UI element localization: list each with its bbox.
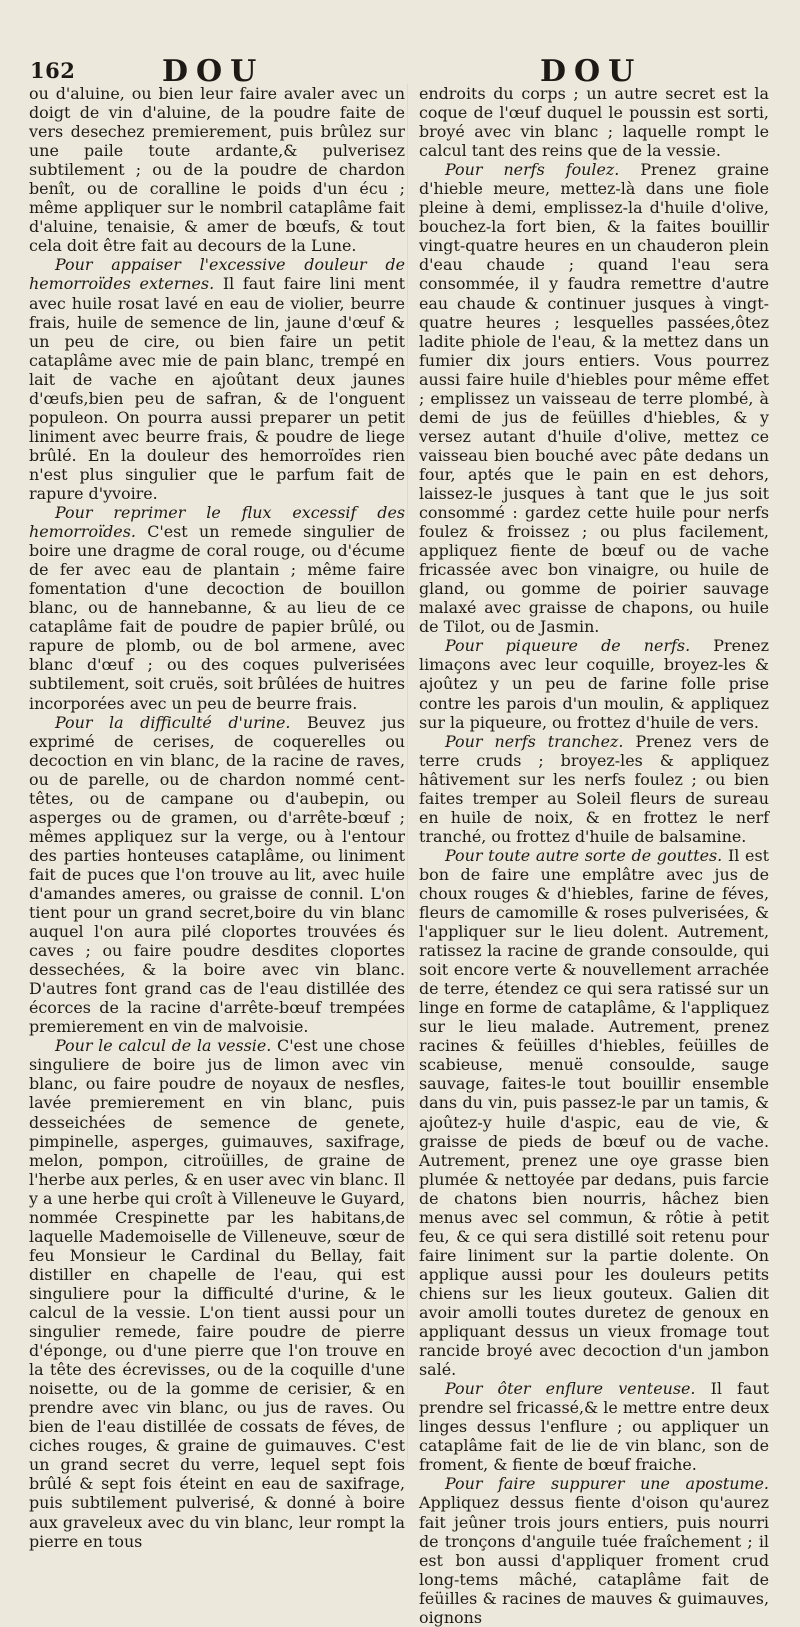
entry-rubric: Pour le calcul de la vessie. bbox=[55, 1036, 278, 1056]
entry-paragraph bbox=[419, 1474, 769, 1626]
entry-rubric: Pour nerfs tranchez. bbox=[445, 731, 636, 751]
running-head-left: DOU bbox=[162, 54, 265, 89]
entry-rubric: Pour appaiser l'excessive douleur de hemorroïdes externes. bbox=[29, 255, 405, 294]
entry-text: Beuvez jus exprimé de cerises, de coquerelles ou decoction en vin blanc, de la racine de raves, ou de parelle, ou de chardon nommé cent-têtes, ou de campane ou d'aubepin, ou asperges ou de gramen, ou d'arrête-bœuf ; mêmes appliquez sur la verge, ou à l'entour des parties honteuses cataplâme, ou liniment fait de puces que l'on trouve au lit, avec huile d'amandes ameres, ou graisse de connil. L'on tient pour un grand secret,boire du vin blanc auquel l'on aura pilé cloportes trouvées és caves ; ou faire poudre desdites cloportes dessechées, & la boire avec vin blanc. D'autres font grand cas de l'eau distillée des écorces de la racine d'arrête-bœuf trempées premierement en vin de malvoisie. bbox=[29, 712, 406, 1037]
entry-paragraph bbox=[419, 732, 769, 846]
entry-rubric: Pour nerfs foulez. bbox=[445, 160, 641, 180]
entry-rubric: Pour la difficulté d'urine. bbox=[55, 712, 308, 732]
entry-text: ou d'aluine, ou bien leur faire avaler avec un doigt de vin d'aluine, de la poudre faite de vers desechez premierement, puis brûlez sur une paile toute ardante,& pulverisez subtilement ; ou de la poudre de chardon benît, ou de coralline le poids d'un écu ; même appliquer sur le nombril cataplâme fait d'aluine, tenaisie, & amer de bœufs, & tout cela doit être fait au decours de la Lune. bbox=[29, 84, 405, 256]
entry-rubric: Pour faire suppurer une apostume. bbox=[445, 1474, 769, 1494]
entry-text: Prenez graine d'hieble meure, mettez-là dans une fiole pleine à demi, emplissez-la d'huile d'olive, bouchez-la fort bien, & la faites bouillir vingt-quatre heures en un chauderon plein d'eau chaude ; quand l'eau sera consommée, il y faudra remettre d'autre eau chaude & continuer jusques à vingt-quatre heures ; lesquelles passées,ôtez ladite phiole de l'eau, & la mettez dans un fumier dix jours entiers. Vous pourrez aussi faire huile d'hiebles pour même effet ; emplissez un vaisseau de terre plombé, à demi de jus de feüilles d'hiebles, & y versez autant d'huile d'olive, mettez ce vaisseau bien bouché avec pâte dedans un four, aptés que le pain en est dehors, laissez-le jusques à tant que le jus soit consommé : gardez cette huile pour nerfs foulez & froissez ; ou plus facilement, appliquez fiente de bœuf ou de vache fricassée avec bon vinaigre, ou huile de gland, ou gomme de poirier sauvage malaxé avec graisse de chapons, ou huile de Tilot, ou de Jasmin. bbox=[419, 160, 769, 637]
entry-paragraph bbox=[419, 846, 769, 1379]
entry-paragraph bbox=[29, 713, 405, 1037]
entry-text: Il faut faire lini ment avec huile rosat lavé en eau de violier, beurre frais, huile de semence de lin, jaune d'œuf & un peu de cire, ou bien faire un petit cataplâme avec mie de pain blanc, trempé en lait de vache en ajoûtant deux jaunes d'œufs,bien peu de safran, & de l'onguent populeon. On pourra aussi preparer un petit liniment avec beurre frais, & poudre de liege brûlé. En la douleur des hemorroïdes rien n'est plus singulier que le parfum fait de rapure d'yvoire. bbox=[29, 274, 405, 503]
entry-paragraph bbox=[419, 84, 769, 160]
entry-paragraph bbox=[29, 255, 405, 503]
entry-text: Appliquez dessus fiente d'oison qu'aurez fait jeûner trois jours entiers, puis nourri de tronçons d'anguile tuée fraîchement ; il est bon aussi d'appliquer froment crud long-tems mâché, cataplâme fait de feüilles & racines de mauves & guimauves, oignons bbox=[419, 1493, 769, 1627]
entry-text: Prenez vers de terre cruds ; broyez-les & appliquez hâtivement sur les nerfs foulez ; ou bien faites tremper au Soleil fleurs de sureau en huile de noix, & en frottez le nerf tranché, ou frottez d'huile de balsamine. bbox=[419, 731, 769, 846]
entry-rubric: Pour toute autre sorte de gouttes. bbox=[445, 845, 728, 865]
entry-text: endroits du corps ; un autre secret est la coque de l'œuf duquel le poussin est sorti, broyé avec vin blanc ; laquelle rompt le calcul tant des reins que de la vessie. bbox=[419, 84, 769, 161]
entry-text: Il faut prendre sel fricassé,& le mettre entre deux linges dessus l'enflure ; ou appliquer un cataplâme fait de lie de vin blanc, son de froment, & fiente de bœuf fraiche. bbox=[419, 1379, 770, 1475]
entry-text: C'est une chose singuliere de boire jus de limon avec vin blanc, ou faire poudre de noyaux de nesfles, lavée premierement en vin blanc, puis desseichées de semence de genete, pimpinelle, asperges, guimauves, saxifrage, melon, pompon, citroüilles, de graine de l'herbe aux perles, & en user avec vin blanc. Il y a une herbe qui croît à Villeneuve le Guyard, nommée Crespinette par les habitans,de laquelle Mademoiselle de Villeneuve, sœur de feu Monsieur le Cardinal du Bellay, fait distiller en chapelle de l'eau, qui est singuliere pour la difficulté d'urine, & le calcul de la vessie. L'on tient aussi pour un singulier remede, faire poudre de pierre d'éponge, ou d'une pierre que l'on trouve en la tête des écrevisses, ou de la coquille d'une noisette, ou de la gomme de cerisier, & en prendre avec vin blanc, ou jus de raves. Ou bien de l'eau distillée de cossats de féves, de ciches rouges, & graine de guimauves. C'est un grand secret du verre, lequel sept fois brûlé & sept fois éteint en eau de saxifrage, puis subtilement pulverisé, & donné à boire aux graveleux avec du vin blanc, leur rompt la pierre en tous bbox=[29, 1036, 405, 1551]
right-column bbox=[419, 84, 769, 1627]
running-head-right: DOU bbox=[540, 54, 643, 89]
column-divider bbox=[407, 84, 408, 1464]
entry-rubric: Pour ôter enflure venteuse. bbox=[445, 1379, 711, 1399]
entry-paragraph bbox=[29, 503, 405, 713]
entry-paragraph bbox=[29, 1036, 405, 1550]
entry-paragraph bbox=[29, 84, 405, 255]
entry-text: C'est un remede singulier de boire une dragme de coral rouge, ou d'écume de fer avec eau de plantain ; même faire fomentation d'une decoction de bouillon blanc, ou de hannebanne, & au lieu de ce cataplâme fait de poudre de papier brûlé, ou rapure de plomb, ou de bol armene, avec blanc d'œuf ; ou des coques pulverisées subtilement, soit cruës, soit brûlées de huitres incorporées avec un peu de beurre frais. bbox=[29, 522, 406, 713]
entry-paragraph bbox=[419, 636, 769, 731]
entry-rubric: Pour piqueure de nerfs. bbox=[445, 636, 714, 656]
entry-paragraph bbox=[419, 1379, 769, 1474]
entry-text: Il est bon de faire une emplâtre avec jus de choux rouges & d'hiebles, farine de féves, fleurs de camomille & roses pulverisées, & l'appliquer sur le lieu dolent. Autrement, ratissez la racine de grande consoulde, qui soit encore verte & nouvellement arrachée de terre, étendez ce qui sera ratissé sur un linge en forme de cataplâme, & l'appliquez sur le lieu malade. Autrement, prenez racines & feüilles d'hiebles, feüilles de scabieuse, menuë consoulde, sauge sauvage, faites-le tout bouillir ensemble dans du vin, puis passez-le par un tamis, & ajoûtez-y huile d'aspic, eau de vie, & graisse de pieds de bœuf ou de vache. Autrement, prenez une oye grasse bien plumée & nettoyée par dedans, puis farcie de chatons bien nourris, hâchez bien menus avec sel commun, & rôtie à petit feu, & ce qui sera distillé soit retenu pour faire liniment sur la partie dolente. On applique aussi pour les douleurs petits chiens sur les lieux gouteux. Galien dit avoir amolli toutes duretez de genoux en appliquant dessus un vieux fromage tout rancide broyé avec decoction d'un jambon salé. bbox=[419, 845, 769, 1380]
entry-rubric: Pour reprimer le flux excessif des hemorroïdes. bbox=[29, 503, 405, 542]
entry-paragraph bbox=[419, 160, 769, 636]
page-number: 162 bbox=[30, 58, 76, 83]
left-column bbox=[29, 84, 405, 1551]
entry-text: Prenez limaçons avec leur coquille, broyez-les & ajoûtez y un peu de farine folle prise contre les parois d'un moulin, & appliquez sur la piqueure, ou frottez d'huile de vers. bbox=[419, 636, 769, 732]
